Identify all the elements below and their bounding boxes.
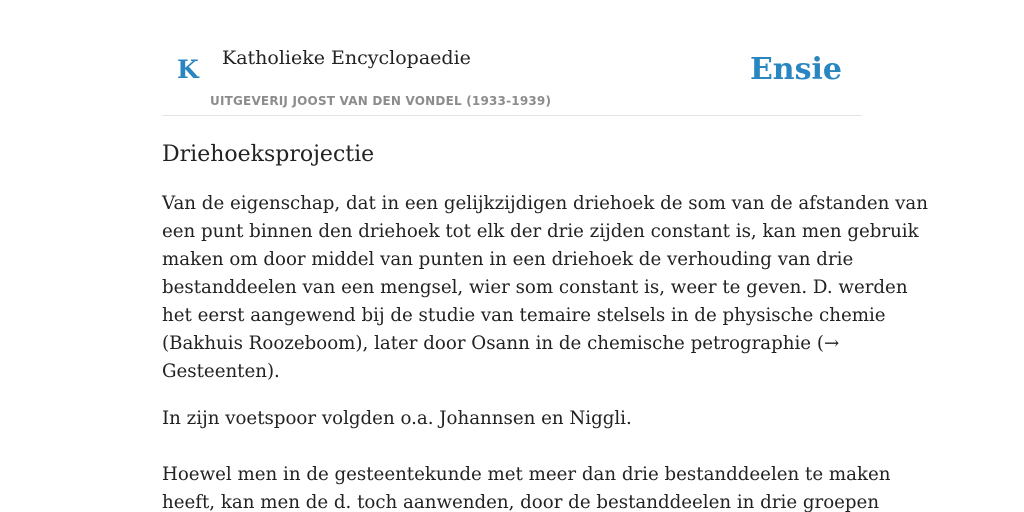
brand-logo[interactable]: Ensie	[749, 52, 842, 87]
article-paragraph	[162, 461, 891, 512]
paragraph-line: bestanddeelen van een mengsel, wier som constant is, weer te geven. D. werden	[162, 277, 908, 298]
article-paragraph	[162, 405, 862, 433]
site-title[interactable]: Katholieke Encyclopaedie	[222, 47, 471, 69]
paragraph-line: Hoewel men in de gesteentekunde met meer dan drie bestanddeelen te maken	[162, 464, 891, 485]
paragraph-line: maken om door middel van punten in een driehoek de verhouding van drie	[162, 249, 854, 270]
publisher-subtitle: UITGEVERIJ JOOST VAN DEN VONDEL (1933-1939)	[210, 94, 552, 108]
article-paragraph	[162, 190, 928, 386]
paragraph-line: een punt binnen den driehoek tot elk der drie zijden constant is, kan men gebruik	[162, 221, 919, 242]
logo-icon[interactable]: K	[177, 55, 199, 84]
article	[162, 138, 928, 512]
paragraph-line: het eerst aangewend bij de studie van temaire stelsels in de physische chemie	[162, 305, 886, 326]
paragraph-line-with-link[interactable]: (Bakhuis Roozeboom), later door Osann in de chemische petrographie (→	[162, 333, 840, 354]
gesteenten-link[interactable]: Gesteenten).	[162, 361, 280, 382]
paragraph-line: Van de eigenschap, dat in een gelijkzijdigen driehoek de som van de afstanden van	[162, 193, 928, 214]
article-title: Driehoeksprojectie	[162, 142, 375, 167]
paragraph-line: heeft, kan men de d. toch aanwenden, door de bestanddeelen in drie groepen	[162, 492, 880, 512]
paragraph-line: In zijn voetspoor volgden o.a. Johannsen en Niggli.	[162, 408, 632, 429]
site-header	[162, 0, 862, 116]
